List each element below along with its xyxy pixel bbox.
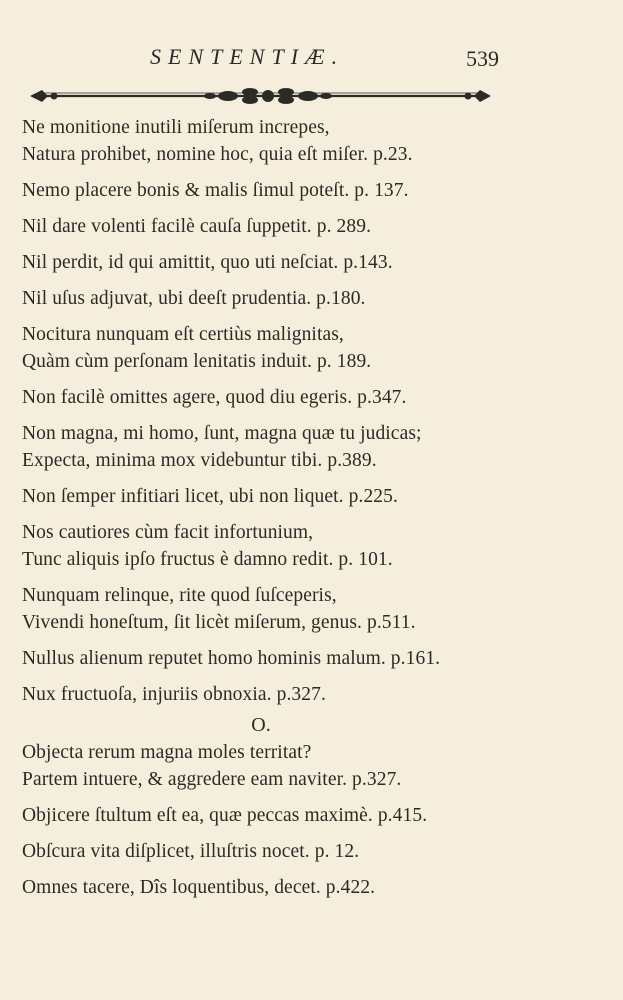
entry-line: Nemo placere bonis & malis ſimul poteſt. p. 137. — [22, 180, 409, 201]
entry-line: Natura prohibet, nomine hoc, quia eſt miſer. p.23. — [22, 144, 413, 165]
running-title: SENTENTIÆ. — [150, 44, 345, 69]
entry-line: Quàm cùm perſonam lenitatis induit. p. 189. — [22, 351, 372, 372]
entry-line: Nil perdit, id qui amittit, quo uti neſciat. p.143. — [22, 252, 393, 273]
entry-line: Vivendi honeſtum, ſit licèt miſerum, genus. p.511. — [22, 612, 416, 633]
sentences-list — [22, 114, 492, 910]
sentence-entry — [22, 802, 492, 829]
entry-line: Tunc aliquis ipſo fructus è damno redit. p. 101. — [22, 549, 393, 570]
entry-line: Non ſemper infitiari licet, ubi non liquet. p.225. — [22, 486, 398, 507]
sentence-entry — [22, 874, 492, 901]
entry-line: Nocitura nunquam eſt certiùs malignitas, — [22, 324, 344, 345]
entry-line: Partem intuere, & aggredere eam naviter. p.327. — [22, 769, 402, 790]
sentence-entry — [22, 249, 492, 276]
sentence-entry — [22, 114, 492, 168]
entry-line: Expecta, minima mox videbuntur tibi. p.389. — [22, 450, 377, 471]
entry-line: Nos cautiores cùm facit infortunium, — [22, 522, 314, 543]
sentence-entry — [22, 420, 492, 474]
entry-line: Nunquam relinque, rite quod ſuſceperis, — [22, 585, 337, 606]
sentence-entry — [22, 681, 492, 708]
entry-line: Non magna, mi homo, ſunt, magna quæ tu judicas; — [22, 423, 422, 444]
entry-line: Nil uſus adjuvat, ubi deeſt prudentia. p.180. — [22, 288, 366, 309]
sentence-entry — [22, 483, 492, 510]
sentence-entry — [22, 645, 492, 672]
sentence-entry — [22, 582, 492, 636]
section-letter-heading: O. — [251, 714, 271, 736]
entry-line: Non facilè omittes agere, quod diu egeris. p.347. — [22, 387, 407, 408]
entry-line: Ne monitione inutili miſerum increpes, — [22, 117, 330, 138]
sentence-entry — [22, 177, 492, 204]
sentence-entry — [22, 519, 492, 573]
sentence-entry — [22, 838, 492, 865]
sentence-entry — [22, 384, 492, 411]
entry-line: Objicere ſtultum eſt ea, quæ peccas maximè. p.415. — [22, 805, 428, 826]
running-head — [0, 44, 623, 74]
sentence-entry — [22, 213, 492, 240]
entry-line: Omnes tacere, Dîs loquentibus, decet. p.422. — [22, 877, 376, 898]
page-number: 539 — [466, 46, 499, 71]
sentence-entry — [22, 321, 492, 375]
entry-line: Nullus alienum reputet homo hominis malum. p.161. — [22, 648, 441, 669]
entry-line: Nil dare volenti facilè cauſa ſuppetit. p. 289. — [22, 216, 372, 237]
sentence-entry — [22, 285, 492, 312]
entry-line: Obſcura vita diſplicet, illuſtris nocet. p. 12. — [22, 841, 360, 862]
decorative-rule-ornament — [28, 84, 493, 108]
sentence-entry — [22, 739, 492, 793]
entry-line: Objecta rerum magna moles territat? — [22, 742, 312, 763]
entry-line: Nux fructuoſa, injuriis obnoxia. p.327. — [22, 684, 326, 705]
